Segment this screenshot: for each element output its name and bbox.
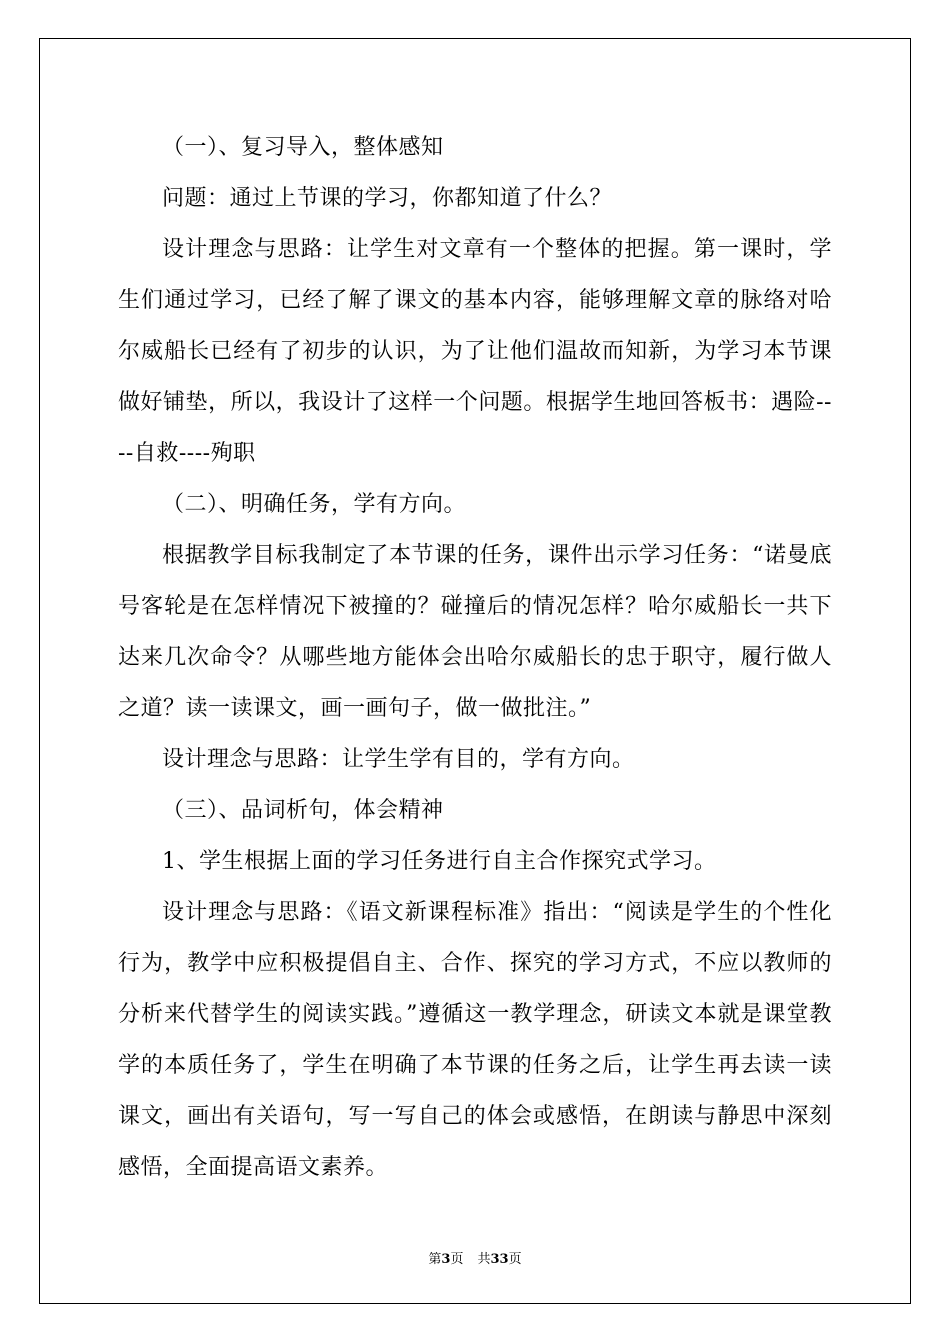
paragraph-design-idea-3: 设计理念与思路：《语文新课程标准》指出：“阅读是学生的个性化行为，教学中应积极提倡自主、合作、探究的学习方式，不应以教师的分析来代替学生的阅读实践。”遵循这一教学理念，研读文本就是课堂教学的本质任务了，学生在明确了本节课的任务之后，让学生再去读一读课文，画出有关语句，写一写自己的体会或感悟，在朗读与静思中深刻感悟，全面提高语文素养。 [118,900,832,1180]
footer-total-suffix: 页 [508,1252,522,1267]
section-heading-3: （三）、品词析句，体会精神 [162,798,444,823]
footer-page-suffix: 页 [450,1252,464,1267]
paragraph-design-idea-2: 设计理念与思路：让学生学有目的，学有方向。 [162,747,635,772]
section-heading-1: （一）、复习导入，整体感知 [162,135,444,160]
page-footer [0,1248,950,1267]
footer-total-pages: 33 [490,1252,509,1267]
paragraph-task: 根据教学目标我制定了本节课的任务，课件出示学习任务：“诺曼底号客轮是在怎样情况下被撞的？碰撞后的情况怎样？哈尔威船长一共下达来几次命令？从哪些地方能体会出哈尔威船长的忠于职守，履行做人之道？读一读课文，画一画句子，做一做批注。” [118,543,832,721]
footer-total-prefix: 共 [477,1252,491,1267]
paragraph-design-idea-1: 设计理念与思路：让学生对文章有一个整体的把握。第一课时，学生们通过学习，已经了解了课文的基本内容，能够理解文章的脉络对哈尔威船长已经有了初步的认识，为了让他们温故而知新，为学习本节课做好铺垫，所以，我设计了这样一个问题。根据学生地回答板书：遇险----自救----殉职 [118,237,832,466]
paragraph-question: 问题：通过上节课的学习，你都知道了什么？ [162,186,613,211]
document-body [118,122,832,1193]
footer-prefix: 第 [428,1252,442,1267]
footer-page-number: 3 [441,1252,451,1267]
paragraph-step-1: 1、学生根据上面的学习任务进行自主合作探究式学习。 [162,849,717,874]
section-heading-2: （二）、明确任务，学有方向。 [162,492,467,517]
